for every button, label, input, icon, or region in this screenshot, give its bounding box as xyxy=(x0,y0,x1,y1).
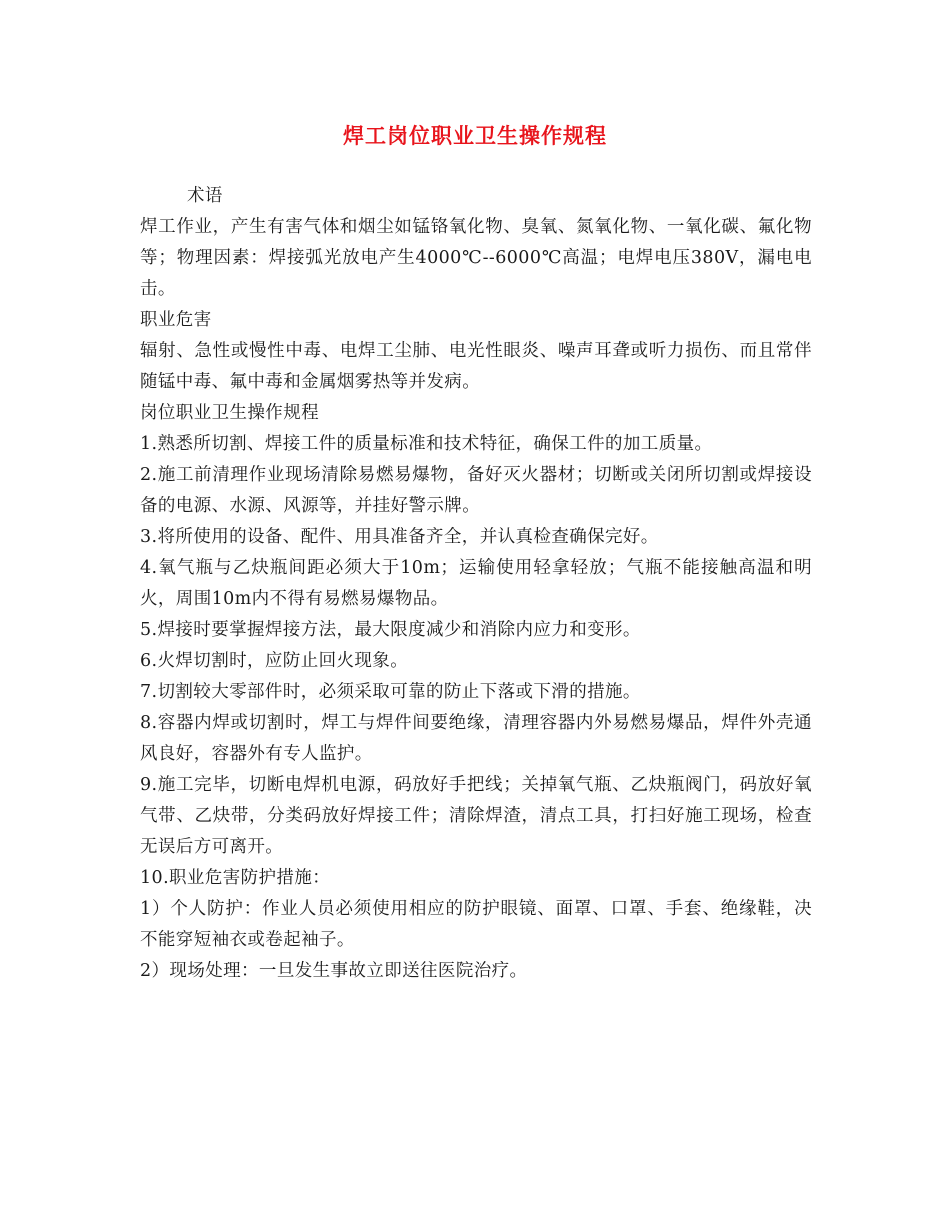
section-heading-hazards: 职业危害 xyxy=(140,310,212,330)
document-body xyxy=(140,181,812,987)
procedure-item-8: 8.容器内焊或切割时，焊工与焊件间要绝缘，清理容器内外易燃易爆品，焊件外壳通风良好，容器外有专人监护。 xyxy=(140,713,812,764)
procedure-item-1: 1.熟悉所切割、焊接工件的质量标准和技术特征，确保工件的加工质量。 xyxy=(140,434,713,454)
procedure-item-5: 5.焊接时要掌握焊接方法，最大限度减少和消除内应力和变形。 xyxy=(140,620,641,640)
paragraph-terms: 焊工作业，产生有害气体和烟尘如锰铬氧化物、臭氧、氮氧化物、一氧化碳、氟化物等；物理因素：焊接弧光放电产生4000℃--6000℃高温；电焊电压380V，漏电电击。 xyxy=(140,217,812,299)
section-heading-procedures: 岗位职业卫生操作规程 xyxy=(140,403,319,423)
protection-item-2: 2）现场处理：一旦发生事故立即送往医院治疗。 xyxy=(140,961,528,981)
procedure-item-6: 6.火焊切割时，应防止回火现象。 xyxy=(140,651,409,671)
procedure-item-4: 4.氧气瓶与乙炔瓶间距必须大于10m；运输使用轻拿轻放；气瓶不能接触高温和明火，周围10m内不得有易燃易爆物品。 xyxy=(140,558,812,609)
procedure-item-10: 10.职业危害防护措施： xyxy=(140,868,331,888)
procedure-item-2: 2.施工前清理作业现场清除易燃易爆物，备好灭火器材；切断或关闭所切割或焊接设备的电源、水源、风源等，并挂好警示牌。 xyxy=(140,465,812,516)
procedure-item-3: 3.将所使用的设备、配件、用具准备齐全，并认真检查确保完好。 xyxy=(140,527,659,547)
document-title: 焊工岗位职业卫生操作规程 xyxy=(343,123,607,148)
procedure-item-7: 7.切割较大零部件时，必须采取可靠的防止下落或下滑的措施。 xyxy=(140,682,641,702)
section-heading-terms: 术语 xyxy=(187,186,223,206)
paragraph-hazards: 辐射、急性或慢性中毒、电焊工尘肺、电光性眼炎、噪声耳聋或听力损伤、而且常伴随锰中毒、氟中毒和金属烟雾热等并发病。 xyxy=(140,341,812,392)
procedure-item-9: 9.施工完毕，切断电焊机电源，码放好手把线；关掉氧气瓶、乙炔瓶阀门，码放好氧气带、乙炔带，分类码放好焊接工件；清除焊渣，清点工具，打扫好施工现场，检查无误后方可离开。 xyxy=(140,775,812,857)
protection-item-1: 1）个人防护：作业人员必须使用相应的防护眼镜、面罩、口罩、手套、绝缘鞋，决不能穿短袖衣或卷起袖子。 xyxy=(140,899,812,950)
